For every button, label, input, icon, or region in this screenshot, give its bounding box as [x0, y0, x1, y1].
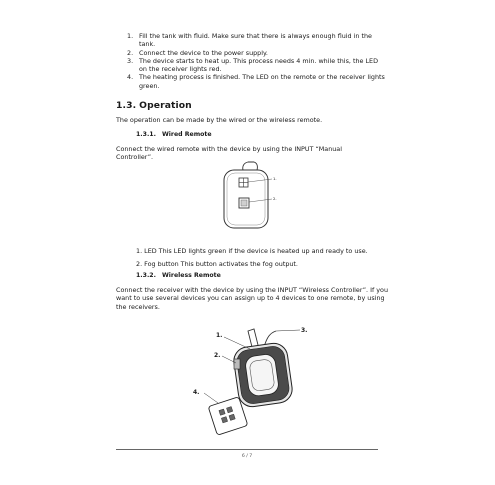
fog-button-icon	[239, 198, 249, 208]
step-text: The device starts to heat up. This process needs 4 min. while this, the LED on the receiver lights red.	[139, 56, 379, 74]
step-item	[127, 32, 387, 49]
wired-item-fog-button: 2. Fog button This button activates the fog output.	[136, 260, 298, 268]
step-number: 4.	[127, 73, 134, 82]
step-text: Fill the tank with fluid. Make sure that there is always enough fluid in the tank.	[139, 32, 372, 49]
page-number: 6 / 7	[241, 454, 253, 459]
wireless-intro: Connect the receiver with the device by using the INPUT “Wireless Controller”. If you want to use several devices you can assign up to 4 devices to one remote, by using the receivers.	[116, 286, 388, 311]
subsection-number: 1.3.1.	[136, 131, 156, 138]
step-number: 2.	[127, 48, 134, 57]
wireless-receiver-figure	[188, 325, 318, 437]
section-number: 1.3.	[116, 100, 137, 111]
figure-label: 1.	[216, 332, 223, 339]
wired-item-led: 1. LED This LED lights green if the device is heated up and ready to use.	[136, 247, 368, 255]
step-item	[127, 73, 387, 90]
subsection-title: Wireless Remote	[161, 272, 221, 279]
figure-label: 3.	[301, 327, 308, 334]
input-port-icon	[234, 359, 240, 369]
footer-divider	[116, 449, 378, 450]
section-title: Operation	[139, 100, 192, 111]
led-icon	[239, 178, 248, 187]
operation-intro: The operation can be made by the wired or the wireless remote.	[116, 116, 323, 124]
step-item	[127, 49, 387, 57]
figure-label: 2.	[214, 352, 221, 359]
step-number: 1.	[127, 32, 134, 40]
subsection-heading-wireless	[136, 272, 221, 279]
subsection-number: 1.3.2.	[136, 272, 156, 279]
setup-steps-list	[127, 32, 387, 90]
step-number: 3.	[127, 56, 134, 65]
figure-label: 2.	[273, 196, 277, 201]
section-heading-operation	[116, 100, 192, 111]
subsection-heading-wired	[136, 131, 212, 138]
subsection-title: Wired Remote	[161, 131, 212, 138]
wired-intro: Connect the wired remote with the device by using the INPUT “Manual Controller”.	[116, 145, 342, 162]
step-item	[127, 57, 387, 74]
receiver-body	[232, 342, 294, 409]
step-text: The heating process is finished. The LED on the remote or the receiver lights green.	[139, 73, 385, 90]
step-text: Connect the device to the power supply.	[139, 48, 268, 57]
wired-remote-figure	[210, 160, 290, 232]
figure-label: 1.	[273, 176, 277, 181]
figure-label: 4.	[193, 389, 200, 396]
